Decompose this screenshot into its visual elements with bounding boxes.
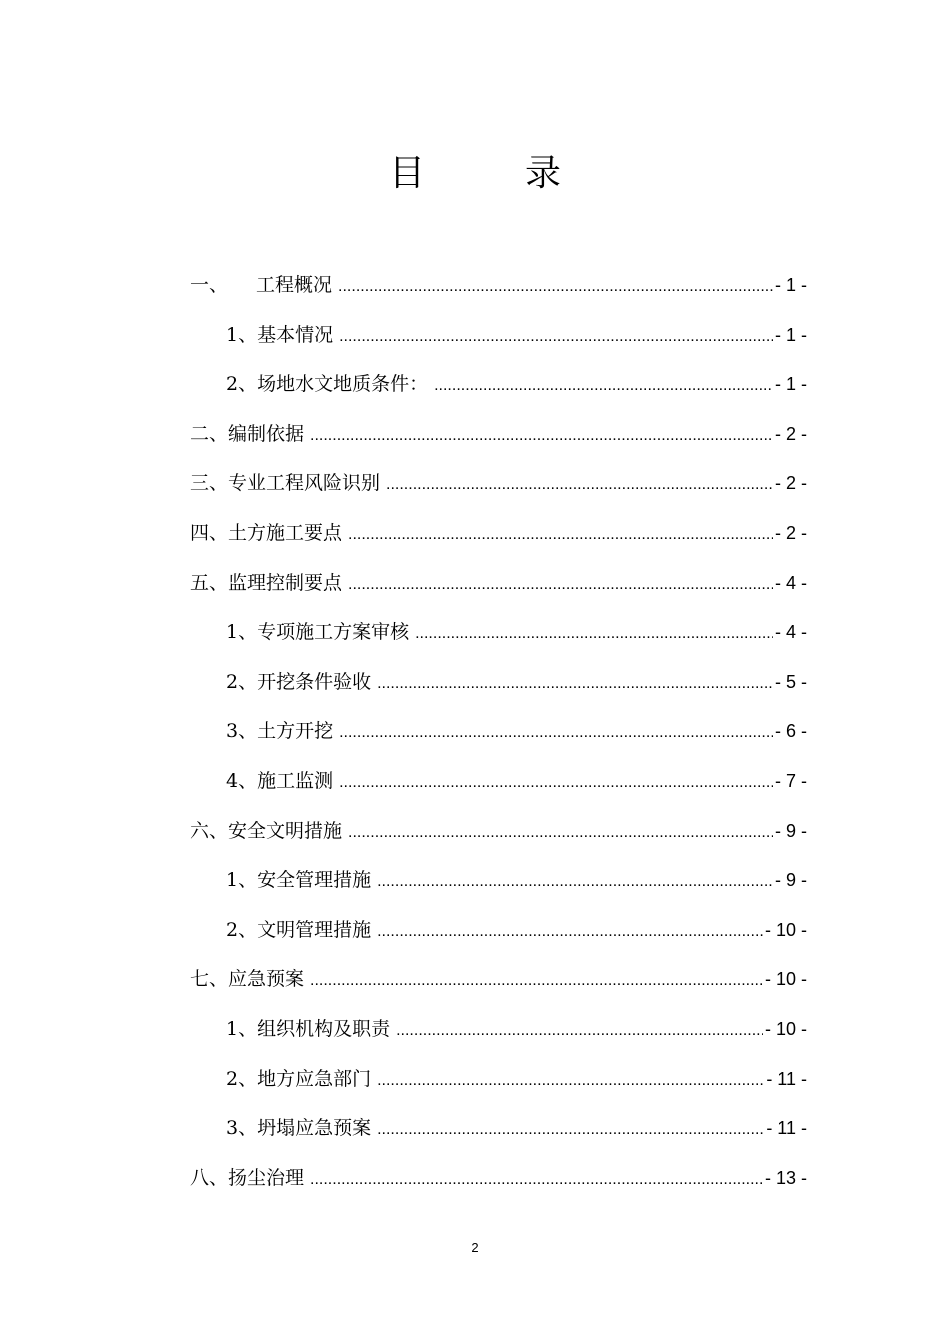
toc-entry[interactable] xyxy=(190,261,807,311)
toc-dot-leader xyxy=(396,1006,763,1056)
toc-entry-page: - 2 - xyxy=(774,522,807,543)
toc-dot-leader xyxy=(434,361,773,411)
page-title-part1: 目 xyxy=(388,153,425,194)
toc-entry-label xyxy=(190,559,342,609)
toc-entry[interactable] xyxy=(190,757,807,807)
toc-entry-page: - 6 - xyxy=(774,721,807,742)
toc-entry-label xyxy=(190,509,342,559)
toc-entry-label xyxy=(190,807,342,857)
toc-dot-leader xyxy=(339,708,773,758)
toc-entry[interactable] xyxy=(190,459,807,509)
toc-dot-leader xyxy=(310,411,773,461)
toc-entry-label xyxy=(190,459,380,509)
toc-entry-page: - 1 - xyxy=(774,275,807,295)
toc-entry-page: - 4 - xyxy=(774,572,807,593)
toc-dot-leader xyxy=(310,1155,763,1205)
toc-dot-leader xyxy=(339,758,773,808)
toc-entry-page: - 9 - xyxy=(774,820,807,841)
toc-entry-label xyxy=(190,261,332,311)
toc-entry-text: 七、应急预案 xyxy=(190,968,305,991)
toc-dot-leader xyxy=(348,560,773,610)
toc-entry-text: 4、施工监测 xyxy=(226,769,334,792)
toc-entry-text: 三、专业工程风险识别 xyxy=(190,472,381,495)
toc-entry-label xyxy=(190,1154,304,1204)
toc-entry-page: - 10 - xyxy=(764,969,807,990)
toc-entry-label xyxy=(226,707,333,757)
toc-entry-page: - 2 - xyxy=(774,473,807,494)
toc-entry-page: - 5 - xyxy=(774,671,807,692)
toc-entry-page: - 1 - xyxy=(774,374,807,395)
toc-entry[interactable] xyxy=(190,608,807,658)
table-of-contents xyxy=(190,261,807,1203)
toc-entry-page: - 1 - xyxy=(774,324,807,345)
toc-entry[interactable] xyxy=(190,906,807,956)
toc-entry[interactable] xyxy=(190,707,807,757)
toc-entry-page: - 10 - xyxy=(764,1018,807,1039)
toc-entry-label xyxy=(190,955,304,1005)
toc-dot-leader xyxy=(415,609,773,659)
toc-entry[interactable] xyxy=(190,311,807,361)
toc-entry-text: 二、编制依据 xyxy=(190,422,305,445)
toc-entry-text: 八、扬尘治理 xyxy=(190,1166,305,1189)
page-title-part2: 录 xyxy=(525,153,562,194)
toc-entry-page: - 4 - xyxy=(774,622,807,643)
page-title xyxy=(0,150,950,198)
toc-entry[interactable] xyxy=(190,955,807,1005)
toc-entry-text: 3、土方开挖 xyxy=(226,720,334,743)
toc-dot-leader xyxy=(310,956,763,1006)
toc-entry-label xyxy=(226,1104,371,1154)
page-number: 2 xyxy=(471,1240,479,1255)
toc-entry-label xyxy=(190,410,304,460)
toc-entry-page: - 2 - xyxy=(774,423,807,444)
toc-entry-label xyxy=(226,856,371,906)
toc-entry[interactable] xyxy=(190,1055,807,1105)
toc-entry[interactable] xyxy=(190,509,807,559)
toc-dot-leader xyxy=(377,1105,764,1155)
toc-entry-label xyxy=(226,360,428,410)
toc-entry-label xyxy=(226,1055,371,1105)
toc-entry-text: 2、开挖条件验收 xyxy=(226,670,372,693)
toc-entry-page: - 9 - xyxy=(774,870,807,891)
toc-entry-page: - 11 - xyxy=(766,1118,807,1139)
toc-dot-leader xyxy=(338,262,773,312)
toc-dot-leader xyxy=(377,857,773,907)
toc-dot-leader xyxy=(348,510,773,560)
toc-entry-text: 1、基本情况 xyxy=(226,323,334,346)
toc-entry-text: 1、专项施工方案审核 xyxy=(226,621,410,644)
toc-entry-text: 2、文明管理措施 xyxy=(226,918,372,941)
toc-entry[interactable] xyxy=(190,1005,807,1055)
toc-entry[interactable] xyxy=(190,360,807,410)
toc-entry-page: - 13 - xyxy=(764,1167,807,1188)
toc-entry-label xyxy=(226,906,371,956)
toc-entry-text: 2、地方应急部门 xyxy=(226,1067,372,1090)
toc-entry-text: 五、监理控制要点 xyxy=(190,571,343,594)
toc-entry-text: 工程概况 xyxy=(256,274,333,296)
toc-entry[interactable] xyxy=(190,1104,807,1154)
toc-entry-label xyxy=(226,658,371,708)
toc-entry-text: 2、场地水文地质条件： xyxy=(226,373,429,396)
toc-entry[interactable] xyxy=(190,807,807,857)
toc-entry[interactable] xyxy=(190,658,807,708)
toc-dot-leader xyxy=(386,460,773,510)
toc-entry-page: - 11 - xyxy=(766,1068,807,1089)
toc-entry-label xyxy=(226,311,333,361)
toc-dot-leader xyxy=(377,907,763,957)
toc-dot-leader xyxy=(377,659,773,709)
toc-dot-leader xyxy=(348,808,773,858)
toc-entry-text: 3、坍塌应急预案 xyxy=(226,1117,372,1140)
toc-dot-leader xyxy=(377,1056,764,1106)
toc-entry-text: 1、安全管理措施 xyxy=(226,869,372,892)
toc-entry-text: 四、土方施工要点 xyxy=(190,521,343,544)
toc-entry-text: 六、安全文明措施 xyxy=(190,819,343,842)
toc-entry[interactable] xyxy=(190,559,807,609)
toc-entry-number: 一、 xyxy=(190,274,229,296)
toc-entry-text: 1、组织机构及职责 xyxy=(226,1017,391,1040)
toc-dot-leader xyxy=(339,312,773,362)
toc-entry-page: - 7 - xyxy=(774,770,807,791)
toc-entry-page: - 10 - xyxy=(764,919,807,940)
toc-entry[interactable] xyxy=(190,1154,807,1204)
toc-entry[interactable] xyxy=(190,410,807,460)
toc-entry-label xyxy=(226,757,333,807)
toc-entry-label xyxy=(226,1005,390,1055)
toc-entry-label xyxy=(226,608,409,658)
toc-entry[interactable] xyxy=(190,856,807,906)
